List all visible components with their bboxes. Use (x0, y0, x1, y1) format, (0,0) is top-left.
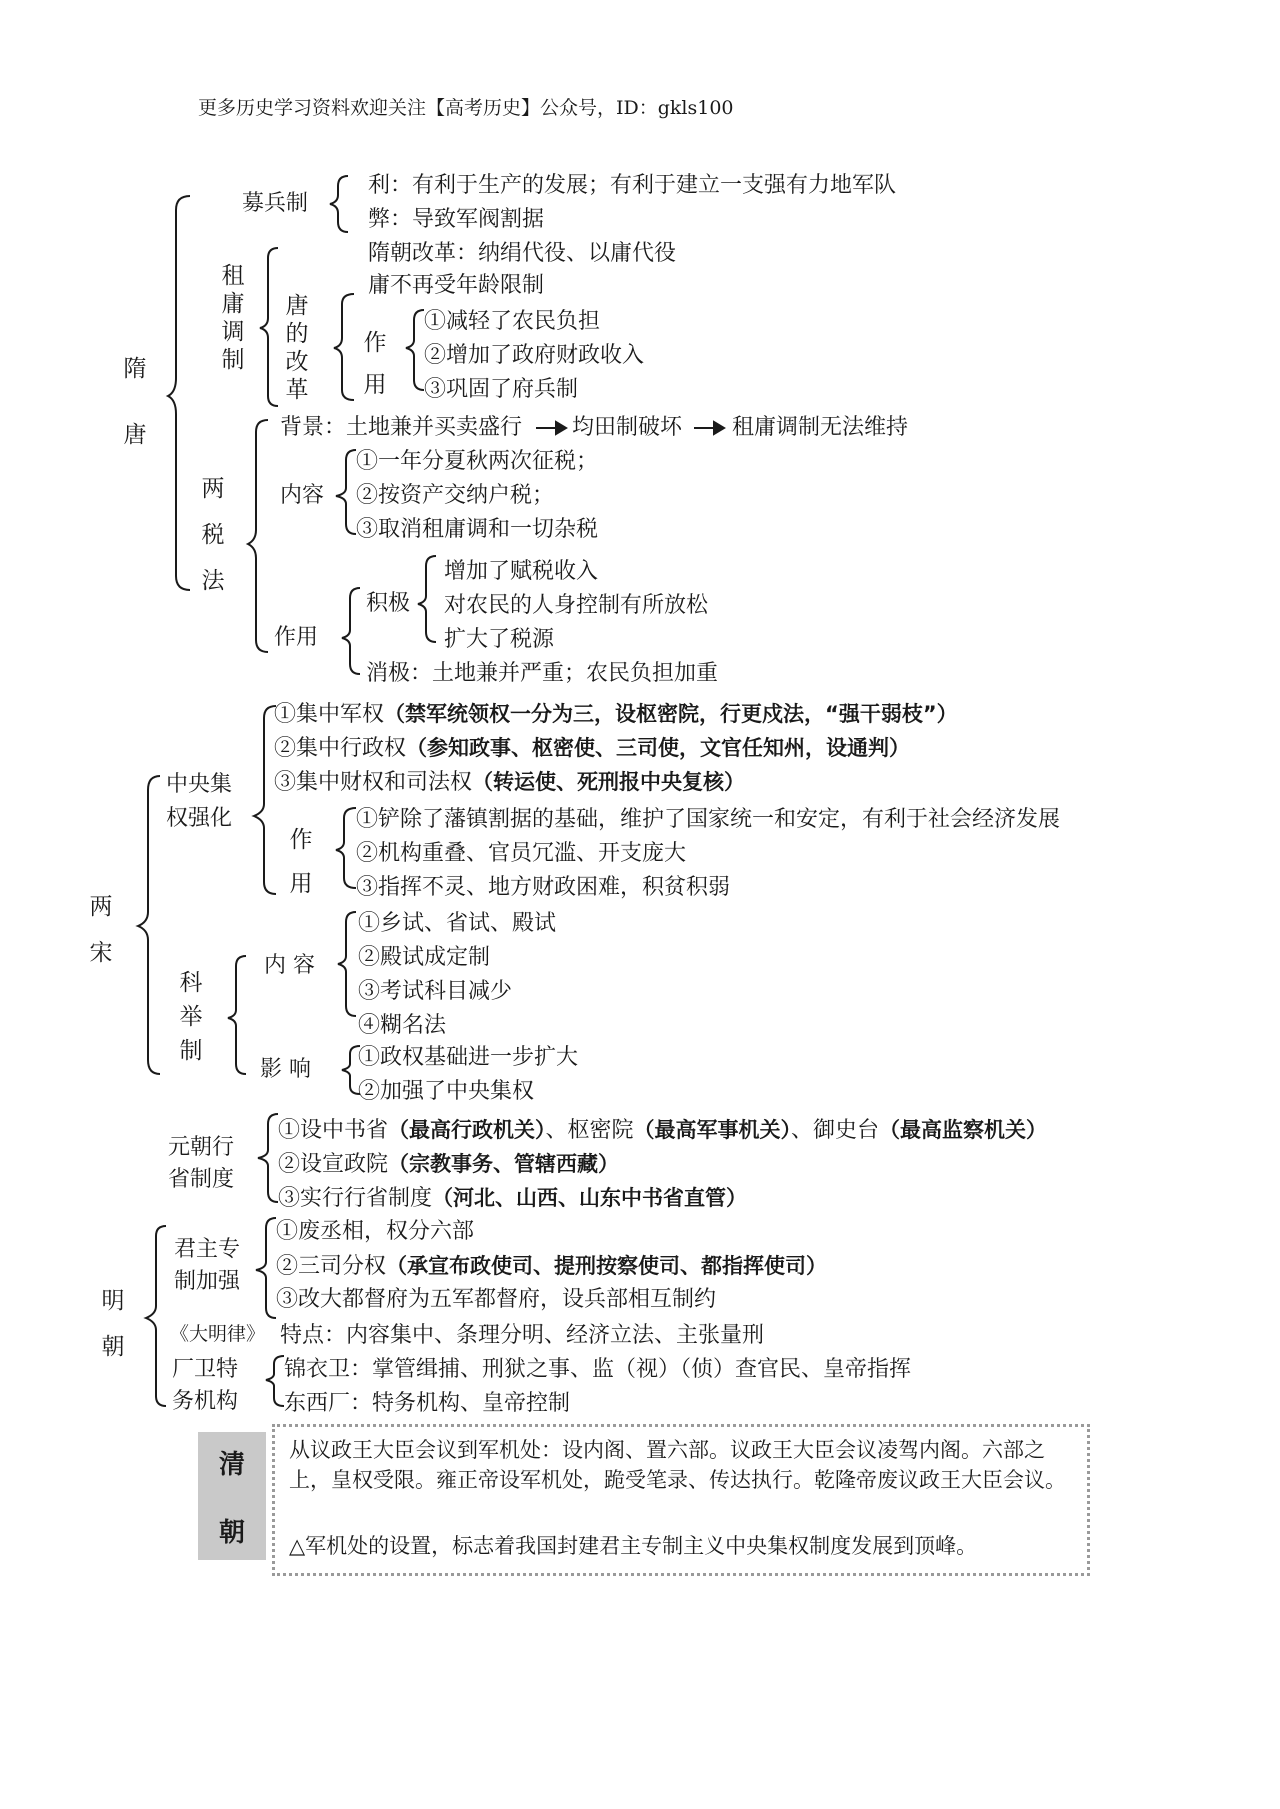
no-age-limit: 庸不再受年龄限制 (368, 273, 545, 298)
zyd-effect-bracket (406, 310, 424, 390)
ming-a1: ①废丞相，权分六部 (276, 1219, 475, 1244)
sui-tang-bracket (168, 196, 190, 590)
mubing-li: 利：有利于生产的发展；有利于建立一支强有力地军队 (368, 173, 897, 198)
ls-positive-bracket (418, 556, 436, 642)
central-effect-1: ①铲除了藩镇割据的基础，维护了国家统一和安定，有利于社会经济发展 (356, 807, 1061, 832)
liangshui-label: 两 税 法 (201, 476, 225, 594)
keju-content-bracket (338, 912, 356, 1016)
sui-reform: 隋朝改革：纳绢代役、以庸代役 (368, 241, 677, 266)
keju-content-4: ④糊名法 (358, 1013, 447, 1038)
ls-content-3: ③取消租庸调和一切杂税 (356, 517, 599, 542)
keju-content-label: 内 容 (264, 953, 315, 978)
keju-bracket (228, 956, 246, 1074)
mubing-bi: 弊：导致军阀割据 (368, 207, 545, 232)
ls-bg-c: 租庸调制无法维持 (732, 415, 909, 440)
song-label: 两 宋 (89, 894, 113, 966)
central-item-2: ②集中行政权（参知政事、枢密使、三司使，文官任知州，设通判） (274, 736, 911, 761)
liangshui-bracket (248, 420, 268, 652)
zyd-effect-2: ②增加了政府财政收入 (424, 343, 645, 368)
ls-bg-b: 均田制破坏 (572, 415, 683, 440)
daminglv-label: 《大明律》 (170, 1323, 266, 1345)
qing-content-box (272, 1424, 1090, 1576)
dongxichang: 东西厂：特务机构、皇帝控制 (284, 1391, 571, 1416)
ls-content-1: ①一年分夏秋两次征税； (356, 449, 599, 474)
changwei-label: 厂卫特 务机构 (172, 1357, 239, 1414)
central-effect-2: ②机构重叠、官员冗滥、开支庞大 (356, 841, 687, 866)
yuan-bracket (258, 1114, 278, 1202)
ls-effect-bracket (342, 588, 360, 674)
ls-effect-label: 作用 (274, 625, 319, 650)
mubing-bracket (330, 176, 348, 232)
central-effect-3: ③指挥不灵、地方财政困难，积贫积弱 (356, 875, 731, 900)
keju-label: 科 举 制 (179, 970, 203, 1064)
central-label: 中央集 权强化 (166, 772, 233, 831)
keju-content-3: ③考试科目减少 (358, 979, 513, 1004)
zyd-effect-label: 作 用 (363, 330, 387, 398)
qing-paragraph-1: 从议政王大臣会议到军机处：设内阁、置六部。议政王大臣会议凌驾内阁。六部之上，皇权受限。雍正帝设军机处，跪受笔录、传达执行。乾隆帝废议政王大臣会议。 (289, 1438, 1066, 1492)
central-bracket (254, 706, 276, 894)
ming-autocracy-label: 君主专 制加强 (174, 1237, 241, 1294)
song-bracket (138, 776, 160, 1074)
ls-negative: 消极：土地兼并严重；农民负担加重 (366, 661, 719, 686)
ming-bracket (146, 1226, 166, 1406)
ming-autocracy-bracket (256, 1218, 276, 1318)
ls-positive-1: 增加了赋税收入 (444, 559, 599, 584)
ls-bg-a: 背景：土地兼并买卖盛行 (280, 415, 523, 440)
qing-label-box: 清 朝 (198, 1432, 266, 1560)
ls-content-bracket (336, 450, 356, 534)
sui-tang-label: 隋 唐 (123, 356, 147, 448)
ming-changwei-bracket (266, 1356, 284, 1406)
qing-paragraph-2: △军机处的设置，标志着我国封建君主专制主义中央集权制度发展到顶峰。 (289, 1534, 978, 1558)
central-item-3: ③集中财权和司法权（转运使、死刑报中央复核） (274, 770, 746, 795)
ls-positive-3: 扩大了税源 (444, 627, 555, 652)
daminglv-text: 特点：内容集中、条理分明、经济立法、主张量刑 (280, 1323, 765, 1348)
keju-content-1: ①乡试、省试、殿试 (358, 911, 557, 936)
central-effect-bracket (336, 808, 356, 888)
keju-content-2: ②殿试成定制 (358, 945, 491, 970)
mubing-label: 募兵制 (242, 191, 309, 216)
central-item-1: ①集中军权（禁军统领权一分为三，设枢密院，行更戍法，“强干弱枝”） (274, 702, 958, 727)
ls-positive-label: 积极 (366, 591, 411, 616)
zuyongdiao-label: 租 庸 调 制 (221, 263, 245, 373)
zyd-effect-1: ①减轻了农民负担 (424, 309, 601, 334)
ls-content-label: 内容 (280, 483, 325, 508)
yuan-line-3: ③实行行省制度（河北、山西、山东中书省直管） (278, 1186, 748, 1211)
ming-a2: ②三司分权（承宣布政使司、提刑按察使司、都指挥使司） (276, 1254, 828, 1279)
yuan-line-1: ①设中书省（最高行政机关）、枢密院（最高军事机关）、御史台（最高监察机关） (278, 1118, 1048, 1143)
keju-influence-label: 影 响 (260, 1057, 311, 1082)
yuan-line-2: ②设宣政院（宗教事务、管辖西藏） (278, 1152, 620, 1177)
ls-content-2: ②按资产交纳户税； (356, 483, 555, 508)
jinyiwei: 锦衣卫：掌管缉捕、刑狱之事、监（视）（侦）查官民、皇帝指挥 (284, 1357, 912, 1382)
ls-positive-2: 对农民的人身控制有所放松 (444, 593, 709, 618)
ming-label: 明 朝 (101, 1288, 125, 1360)
zuyongdiao-bracket (260, 248, 278, 406)
zyd-effect-3: ③巩固了府兵制 (424, 377, 579, 402)
keju-influence-2: ②加强了中央集权 (358, 1079, 535, 1104)
keju-influence-1: ①政权基础进一步扩大 (358, 1045, 579, 1070)
yuan-label: 元朝行 省制度 (168, 1135, 235, 1192)
central-effect-label: 作 用 (289, 827, 313, 897)
tang-reform-bracket (334, 294, 354, 400)
tang-reform-label: 唐 的 改 革 (285, 293, 309, 403)
page-header: 更多历史学习资料欢迎关注【高考历史】公众号，ID：gkls100 (198, 97, 734, 119)
ming-a3: ③改大都督府为五军都督府，设兵部相互制约 (276, 1287, 717, 1312)
